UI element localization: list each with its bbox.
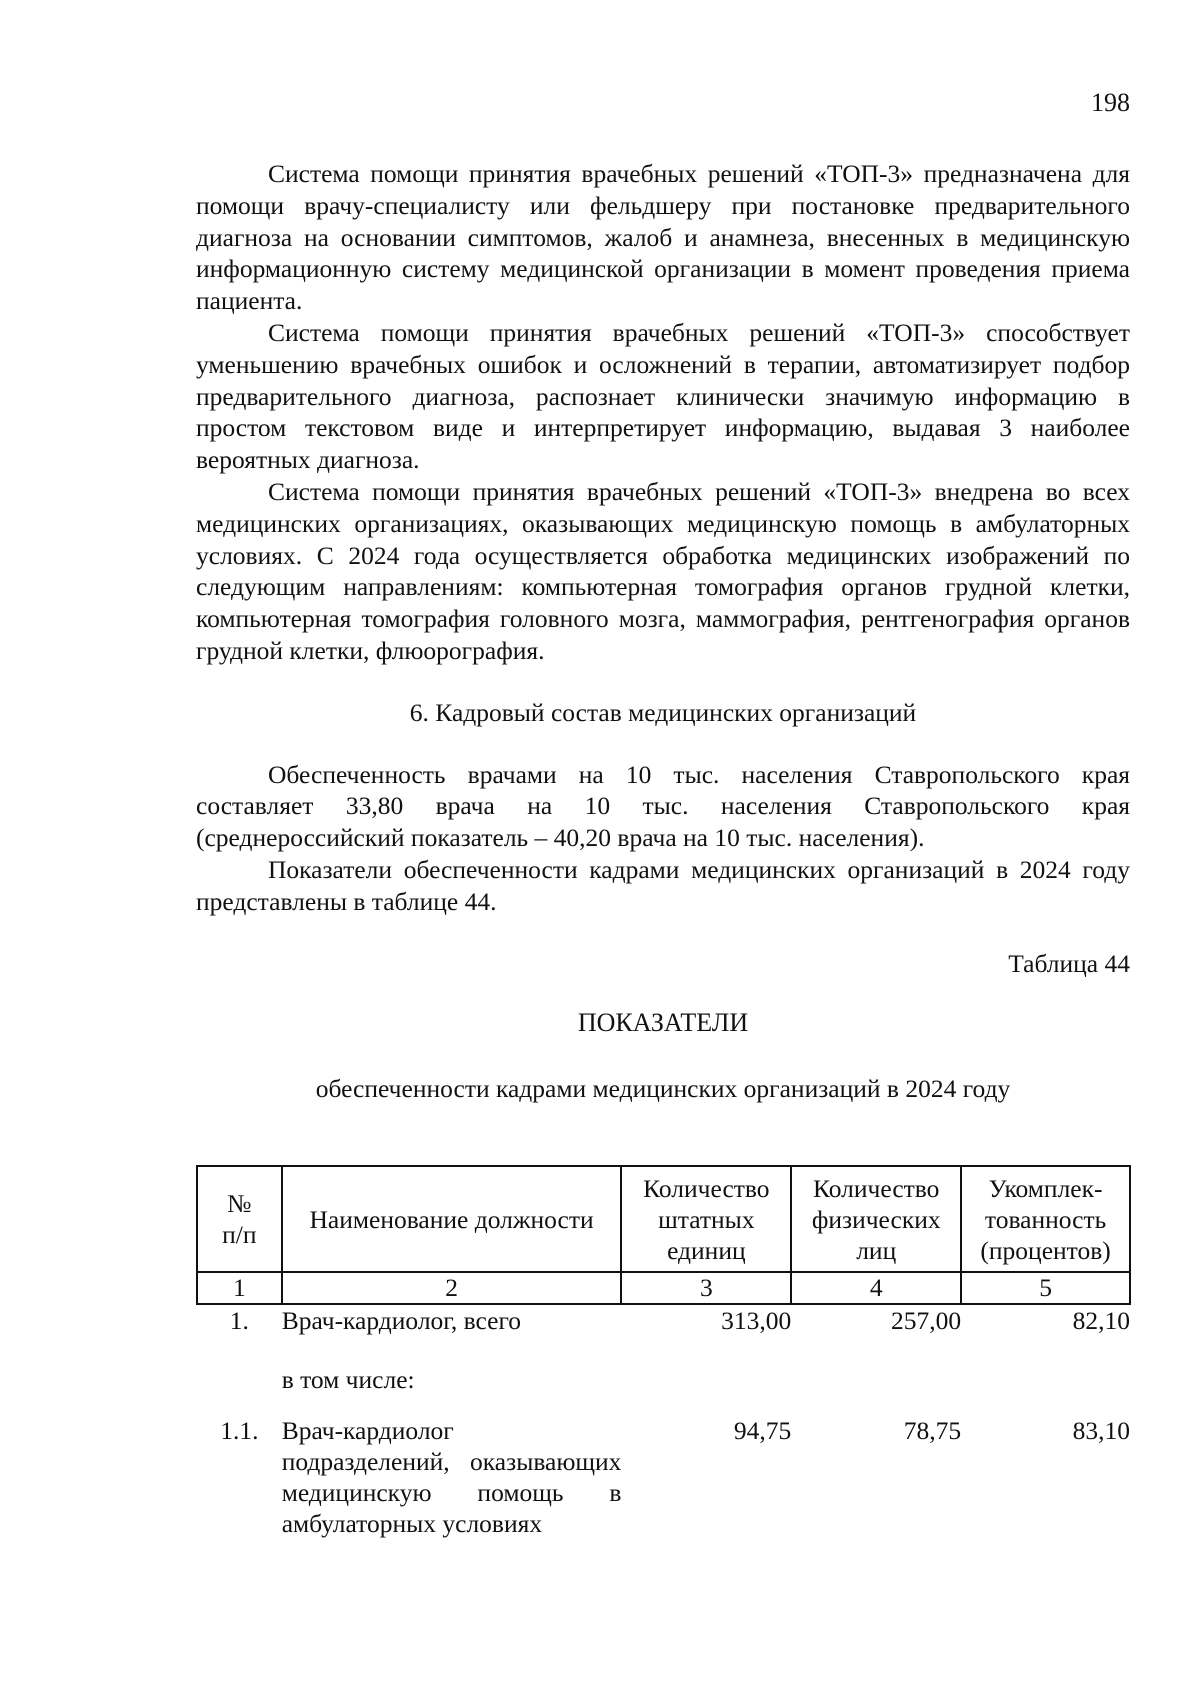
table-row — [197, 1336, 1130, 1415]
section-heading: 6. Кадровый состав медицинских организаций — [409, 697, 917, 727]
row-index: 1.1. — [220, 1416, 259, 1445]
row-index: 1. — [229, 1306, 249, 1335]
table-subtitle: обеспеченности кадрами медицинских организаций в 2024 году — [315, 1074, 1011, 1104]
row-persons: 257,00 — [891, 1306, 962, 1335]
column-number-row — [197, 1272, 1130, 1304]
table-title: ПОКАЗАТЕЛИ — [577, 1008, 749, 1038]
row-position-name: Врач-кардиолог, всего — [281, 1306, 522, 1335]
row-persons — [791, 1336, 961, 1415]
staffing-table — [196, 1165, 1131, 1539]
column-number: 3 — [621, 1272, 791, 1304]
column-number: 4 — [791, 1272, 961, 1304]
paragraph-top-2: Система помощи принятия врачебных решений «ТОП-3» способствует уменьшению врачебных ошибок и осложнений в терапии, автоматизирует подбор предварительного диагноза, распознает клинически значимую информацию в простом текстовом виде и интерпретирует информацию, выдавая 3 наиболее вероятных диагноза. — [196, 317, 1130, 475]
row-staffing: 83,10 — [1072, 1416, 1130, 1445]
column-number: 2 — [282, 1272, 622, 1304]
paragraph-bottom-2: Показатели обеспеченности кадрами медицинских организаций в 2024 году представлены в таблице 44. — [196, 854, 1130, 916]
header-persons: Количество физических лиц — [791, 1166, 961, 1272]
paragraph-bottom-1: Обеспеченность врачами на 10 тыс. населения Ставропольского края составляет 33,80 врача на 10 тыс. населения Ставропольского края (среднероссийский показатель – 40,20 врача на 10 тыс. населения). — [196, 759, 1130, 853]
paragraph-top-3: Система помощи принятия врачебных решений «ТОП-3» внедрена во всех медицинских организациях, оказывающих медицинскую помощь в амбулаторных условиях. С 2024 года осуществляется обработка медицинских изображений по следующим направлениям: компьютерная томография органов грудной клетки, компьютерная томография головного мозга, маммография, рентгенография органов грудной клетки, флюорография. — [196, 476, 1130, 665]
row-staff-units: 313,00 — [721, 1306, 792, 1335]
row-staffing — [961, 1336, 1130, 1415]
header-position-name: Наименование должности — [282, 1166, 622, 1272]
row-position-name: в том числе: — [281, 1365, 415, 1394]
paragraph-top-1: Система помощи принятия врачебных решений «ТОП-3» предназначена для помощи врачу-специалисту или фельдшеру при постановке предварительного диагноза на основании симптомов, жалоб и анамнеза, внесенных в медицинскую информационную систему медицинской организации в момент проведения приема пациента. — [196, 159, 1130, 316]
column-number: 5 — [961, 1272, 1130, 1304]
row-staffing: 82,10 — [1072, 1306, 1130, 1335]
header-number: № п/п — [197, 1166, 282, 1272]
table-label: Таблица 44 — [1008, 948, 1130, 978]
document-body — [196, 158, 1130, 1105]
table-row — [197, 1415, 1130, 1539]
header-staff-units: Количество штатных единиц — [621, 1166, 791, 1272]
page-number: 198 — [1091, 88, 1130, 117]
row-persons: 78,75 — [903, 1416, 962, 1445]
column-number: 1 — [197, 1272, 282, 1304]
row-staff-units: 94,75 — [733, 1416, 792, 1445]
row-index — [197, 1336, 282, 1415]
table-header-row — [197, 1166, 1130, 1272]
row-position-name: Врач-кардиолог подразделений, оказывающих медицинскую помощь в амбулаторных условиях — [281, 1416, 622, 1538]
header-staffing: Укомплек-тованность (процентов) — [961, 1166, 1130, 1272]
table-row — [197, 1304, 1130, 1336]
row-staff-units — [621, 1336, 791, 1415]
